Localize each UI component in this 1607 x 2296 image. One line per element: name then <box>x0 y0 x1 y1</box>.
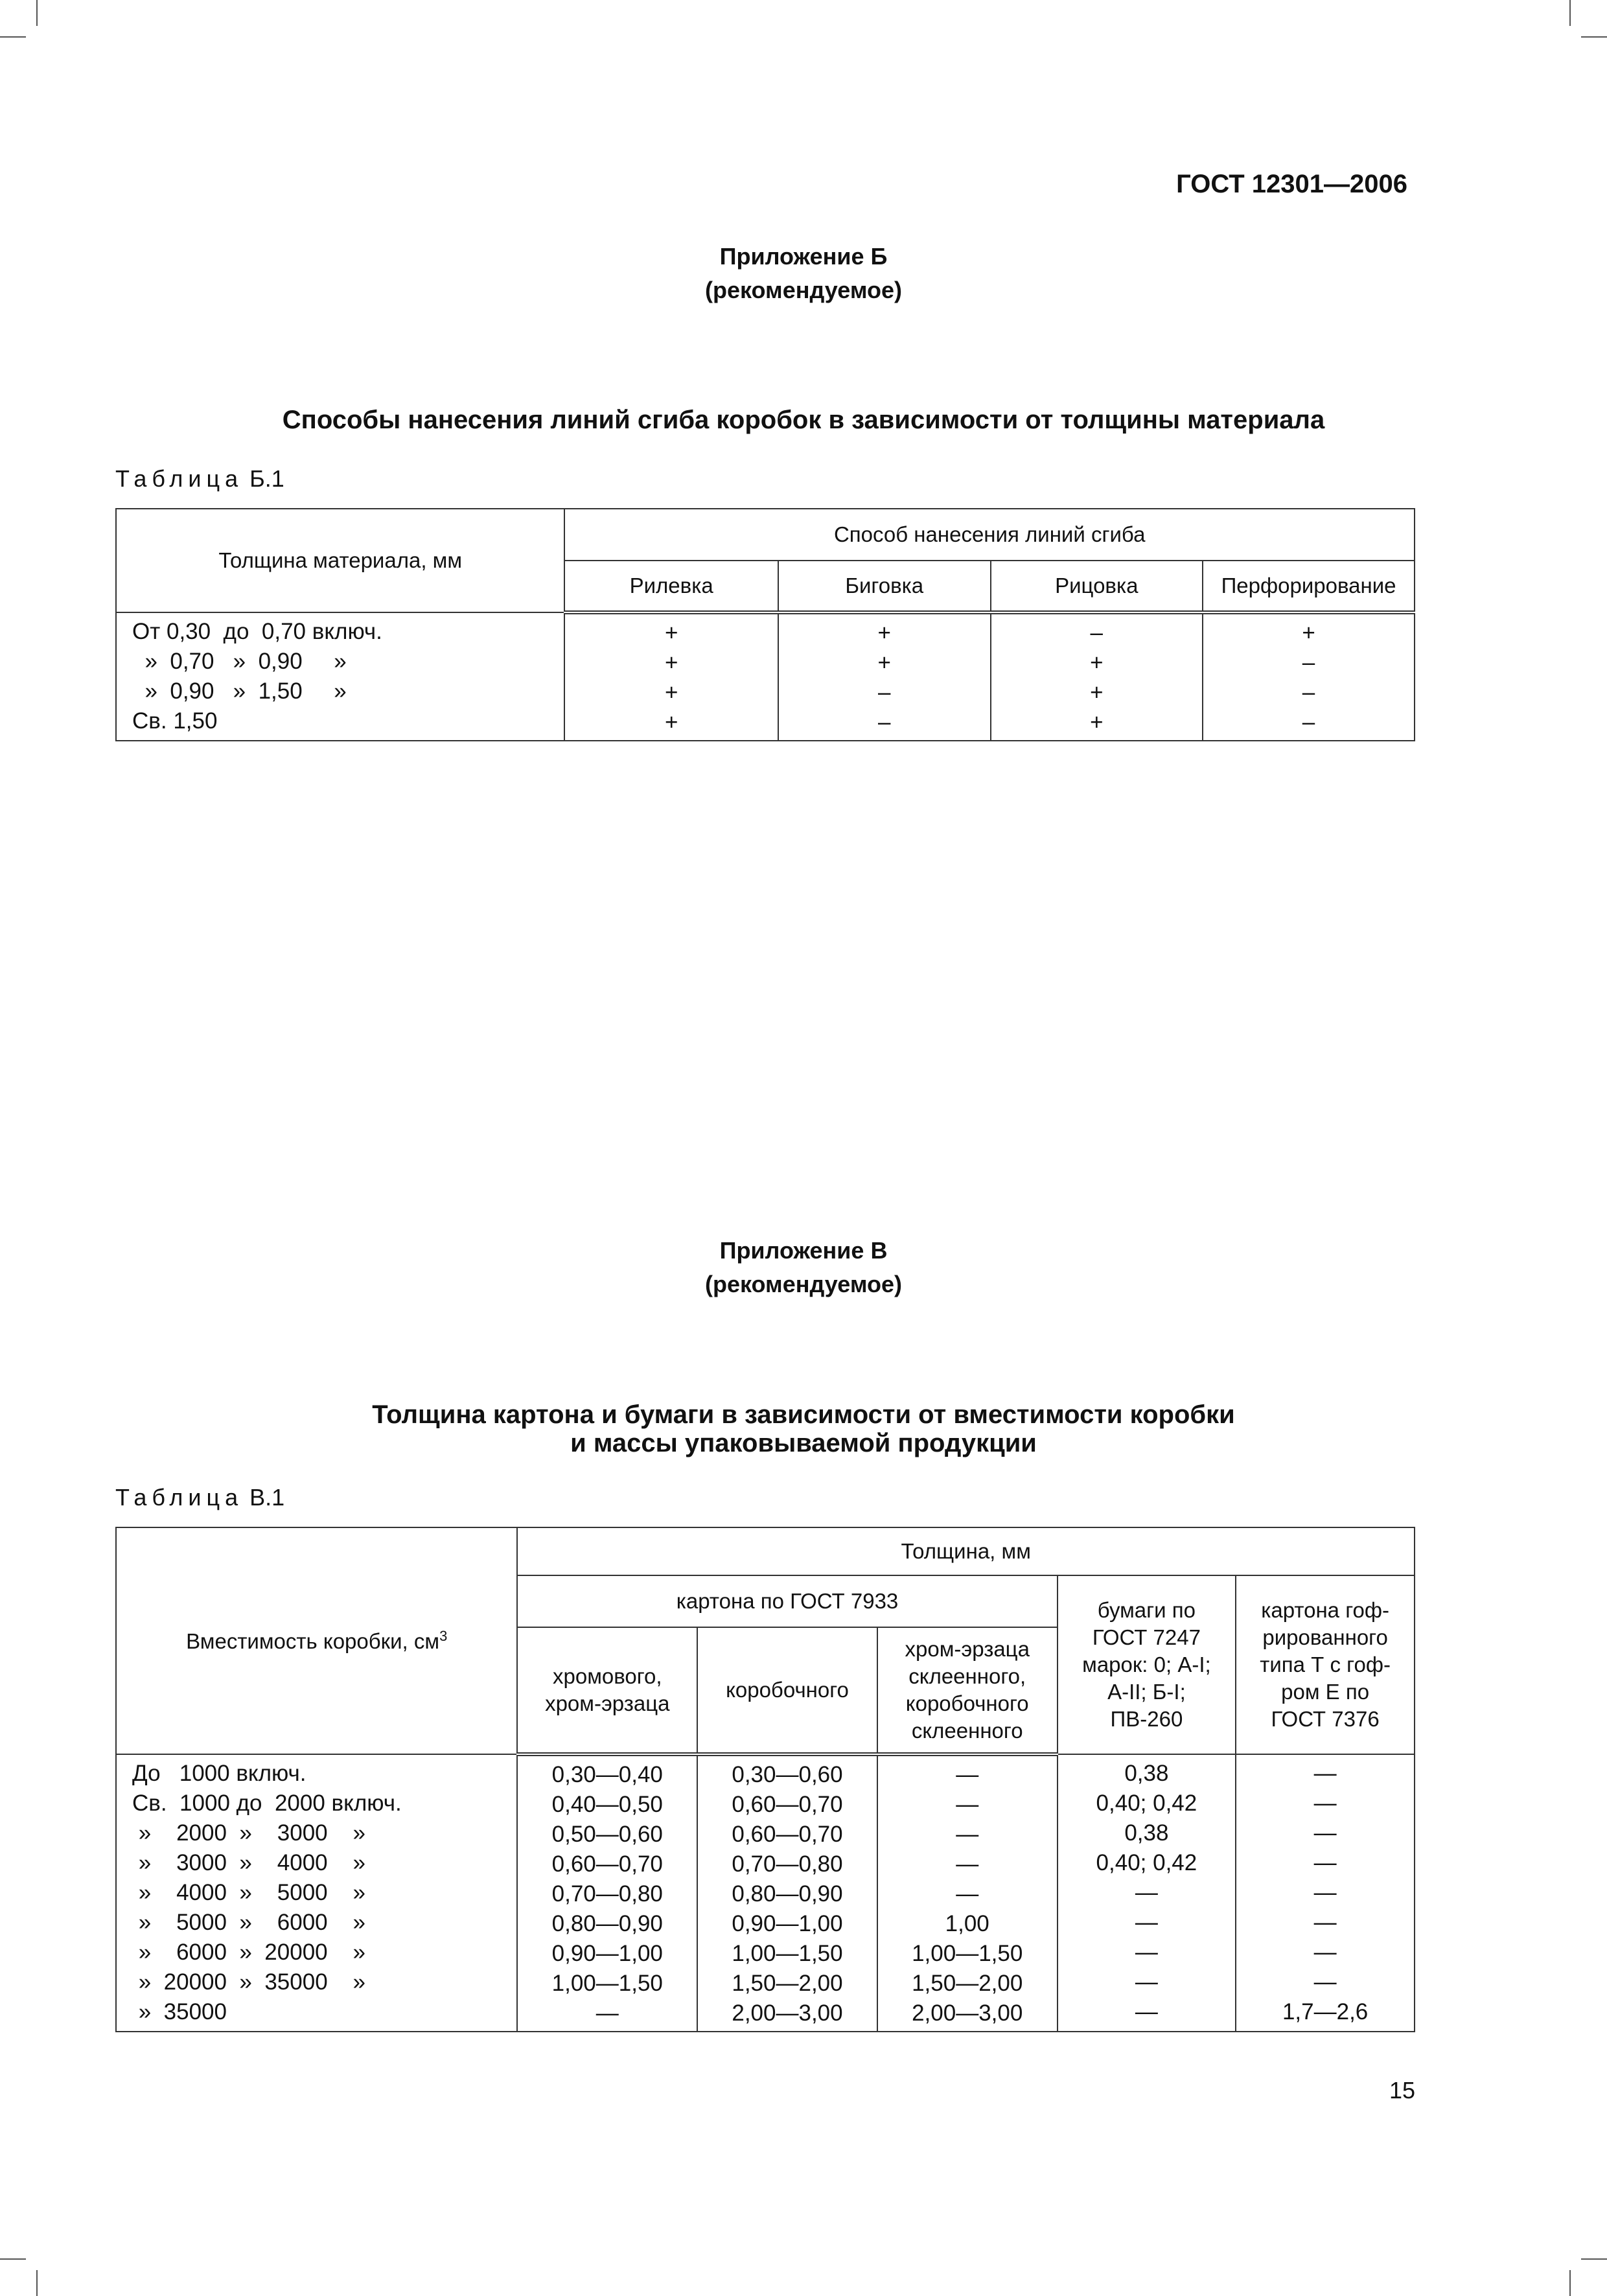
table-cell: — <box>1313 1791 1337 1816</box>
table-b1-col-perforation <box>1203 612 1415 741</box>
table-cell: – <box>1302 680 1315 705</box>
table-cell: 1,00—1,50 <box>551 1971 663 1996</box>
table-v1-col-chrome <box>517 1754 697 2032</box>
crop-mark <box>0 36 26 38</box>
table-cell: 1,7—2,6 <box>1282 1999 1369 2024</box>
table-v1-header-capacity <box>116 1527 517 1754</box>
table-v1-header-carton: картона по ГОСТ 7933 <box>517 1575 1057 1627</box>
table-cell: 0,60—0,70 <box>551 1851 663 1877</box>
header-line: ром Е по <box>1281 1680 1370 1704</box>
table-cell: 2,00—3,00 <box>732 2000 843 2026</box>
table-cell: — <box>956 1822 979 1847</box>
header-line: хром-эрзаца <box>905 1637 1030 1661</box>
table-cell: 0,60—0,70 <box>732 1792 843 1817</box>
table-cell: 0,80—0,90 <box>551 1911 663 1936</box>
table-b1-header-method: Способ нанесения линий сгиба <box>564 509 1415 561</box>
table-v1-subheader-box <box>697 1627 877 1754</box>
table-cell: — <box>1313 1880 1337 1905</box>
table-v1 <box>115 1527 1415 2032</box>
crop-mark <box>1569 2270 1571 2296</box>
table-b1-label <box>115 465 284 493</box>
table-cell: — <box>1313 1940 1337 1965</box>
table-cell: + <box>1090 680 1104 705</box>
table-cell: — <box>1313 1969 1337 1995</box>
header-line: склеенного, <box>908 1664 1026 1688</box>
table-cell: 0,38 <box>1124 1761 1169 1786</box>
table-cell: Св. 1000 до 2000 включ. <box>132 1791 402 1816</box>
table-cell: 1,00 <box>945 1911 989 1936</box>
table-v1-header-thickness: Толщина, мм <box>517 1527 1415 1575</box>
header-line: рированного <box>1262 1625 1388 1649</box>
table-b1 <box>115 508 1415 741</box>
table-cell: 0,50—0,60 <box>551 1822 663 1847</box>
table-cell: — <box>1135 1880 1158 1905</box>
table-cell: — <box>1313 1910 1337 1935</box>
header-line: ГОСТ 7247 <box>1092 1625 1201 1649</box>
crop-mark <box>36 2270 38 2296</box>
table-cell: » 5000 » 6000 » <box>132 1910 365 1935</box>
header-text: Вместимость коробки, см <box>186 1629 440 1653</box>
table-cell: + <box>664 650 678 675</box>
header-line: коробочного <box>905 1691 1029 1715</box>
table-cell: » 35000 <box>132 1999 227 2024</box>
table-v1-col-paper <box>1058 1754 1236 2032</box>
table-cell: — <box>956 1792 979 1817</box>
table-cell: » 2000 » 3000 » <box>132 1820 365 1846</box>
table-cell: 0,40; 0,42 <box>1096 1850 1197 1875</box>
appendix-b-title: Приложение Б <box>719 243 888 270</box>
appendix-b-section-title: Способы нанесения линий сгиба коробок в зависимости от толщины материала <box>282 406 1325 434</box>
table-v1-col-capacity <box>116 1754 517 2032</box>
table-cell: — <box>1313 1850 1337 1875</box>
table-v1-subheader-chrome <box>517 1627 697 1754</box>
crop-mark <box>1569 0 1571 26</box>
table-cell: 0,30—0,40 <box>551 1762 663 1787</box>
table-label-number: Б.1 <box>249 465 284 492</box>
table-cell: + <box>664 680 678 705</box>
table-cell: + <box>877 620 891 645</box>
table-cell: » 4000 » 5000 » <box>132 1880 365 1905</box>
table-cell: 2,00—3,00 <box>912 2000 1023 2026</box>
crop-mark <box>0 2258 26 2260</box>
table-cell: » 6000 » 20000 » <box>132 1940 365 1965</box>
table-b1-col-bigovka <box>778 612 991 741</box>
table-label-word: Таблица <box>115 1484 244 1511</box>
table-cell: — <box>1135 1999 1158 2024</box>
header-line: ГОСТ 7376 <box>1271 1707 1380 1731</box>
table-cell: 0,90—1,00 <box>732 1911 843 1936</box>
table-b1-col-ricovka <box>991 612 1203 741</box>
table-cell: – <box>877 710 891 735</box>
table-cell: — <box>1313 1761 1337 1786</box>
table-cell: — <box>1135 1910 1158 1935</box>
header-line: бумаги по <box>1097 1598 1196 1622</box>
header-line: типа Т с гоф- <box>1260 1652 1391 1676</box>
table-b1-subheader: Биговка <box>778 561 991 612</box>
table-v1-header-corrugated <box>1236 1575 1415 1754</box>
table-b1-col-thickness <box>116 612 564 741</box>
header-line: ПВ-260 <box>1110 1707 1183 1731</box>
table-cell: + <box>1302 620 1315 645</box>
table-cell: 1,00—1,50 <box>732 1941 843 1966</box>
table-cell: Св. 1,50 <box>132 708 218 734</box>
table-cell: 0,40—0,50 <box>551 1792 663 1817</box>
table-cell: — <box>956 1762 979 1787</box>
table-b1-subheader: Рилевка <box>564 561 778 612</box>
table-cell: » 0,70 » 0,90 » <box>132 649 347 674</box>
document-code: ГОСТ 12301—2006 <box>1176 170 1407 198</box>
table-cell: – <box>1302 650 1315 675</box>
table-cell: 0,70—0,80 <box>551 1881 663 1907</box>
table-v1-subheader-glued <box>877 1627 1058 1754</box>
table-label-number: В.1 <box>249 1484 285 1511</box>
appendix-b-subtitle: (рекомендуемое) <box>705 277 902 303</box>
table-cell: 1,50—2,00 <box>912 1971 1023 1996</box>
page-number: 15 <box>1389 2077 1415 2104</box>
table-cell: От 0,30 до 0,70 включ. <box>132 619 382 644</box>
table-cell: — <box>1135 1940 1158 1965</box>
header-line: хромового, <box>552 1664 662 1688</box>
table-b1-subheader: Рицовка <box>991 561 1203 612</box>
table-b1-subheader: Перфорирование <box>1203 561 1415 612</box>
table-cell: 0,30—0,60 <box>732 1762 843 1787</box>
table-cell: До 1000 включ. <box>132 1761 306 1786</box>
table-v1-label <box>115 1484 284 1511</box>
table-cell: — <box>956 1881 979 1907</box>
table-cell: 0,40; 0,42 <box>1096 1791 1197 1816</box>
table-v1-header-paper <box>1058 1575 1236 1754</box>
table-cell: + <box>664 620 678 645</box>
header-line: коробочного <box>726 1678 849 1702</box>
crop-mark <box>1581 36 1607 38</box>
table-cell: — <box>595 2000 619 2026</box>
table-cell: 1,50—2,00 <box>732 1971 843 1996</box>
header-line: картона гоф- <box>1261 1598 1389 1622</box>
table-cell: + <box>877 650 891 675</box>
header-line: марок: 0; А-I; <box>1082 1652 1211 1676</box>
header-line: склеенного <box>911 1719 1023 1743</box>
table-v1-col-box <box>697 1754 877 2032</box>
table-cell: + <box>1090 710 1104 735</box>
appendix-v-title: Приложение В <box>719 1237 888 1264</box>
table-cell: – <box>877 680 891 705</box>
table-cell: » 0,90 » 1,50 » <box>132 678 347 704</box>
table-cell: 0,90—1,00 <box>551 1941 663 1966</box>
table-cell: — <box>1135 1969 1158 1995</box>
header-line: А-II; Б-I; <box>1107 1680 1186 1704</box>
table-cell: — <box>1313 1820 1337 1846</box>
table-v1-col-glued <box>877 1754 1058 2032</box>
header-line: хром-эрзаца <box>545 1691 670 1715</box>
table-cell: + <box>1090 650 1104 675</box>
appendix-v-section-title-line2: и массы упаковываемой продукции <box>570 1429 1037 1457</box>
table-cell: » 3000 » 4000 » <box>132 1850 365 1875</box>
appendix-v-subtitle: (рекомендуемое) <box>705 1271 902 1297</box>
crop-mark <box>36 0 38 26</box>
table-v1-col-corrugated <box>1236 1754 1415 2032</box>
table-cell: » 20000 » 35000 » <box>132 1969 366 1995</box>
table-cell: 0,80—0,90 <box>732 1881 843 1907</box>
crop-mark <box>1581 2258 1607 2260</box>
table-cell: 1,00—1,50 <box>912 1941 1023 1966</box>
table-cell: – <box>1302 710 1315 735</box>
table-cell: 0,38 <box>1124 1820 1169 1846</box>
table-cell: – <box>1090 620 1104 645</box>
table-b1-col-rilevka <box>564 612 778 741</box>
table-cell: 0,60—0,70 <box>732 1822 843 1847</box>
table-cell: + <box>664 710 678 735</box>
appendix-v-section-title-line1: Толщина картона и бумаги в зависимости от вместимости коробки <box>372 1400 1235 1429</box>
table-b1-header-thickness: Толщина материала, мм <box>116 509 564 612</box>
header-superscript: 3 <box>439 1628 448 1644</box>
table-cell: 0,70—0,80 <box>732 1851 843 1877</box>
table-cell: — <box>956 1851 979 1877</box>
table-label-word: Таблица <box>115 465 244 492</box>
